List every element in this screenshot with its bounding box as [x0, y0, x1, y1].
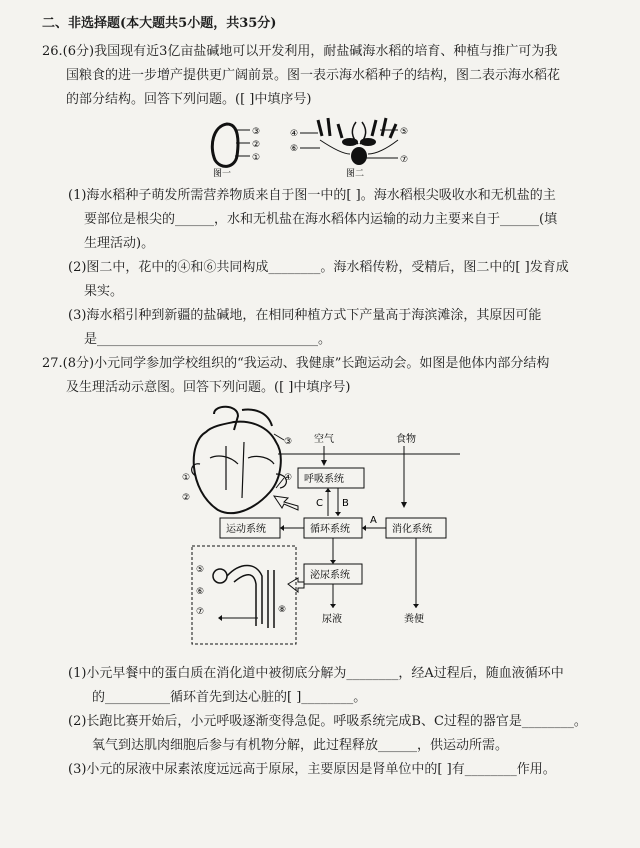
- q27-sub1-line-2: 的__________循环首先到达心脏的[ ]________。: [92, 690, 367, 705]
- heart-label-1: ①: [182, 473, 191, 483]
- seed-label-3: ③: [252, 127, 261, 137]
- q27-sub1-line-1: (1)小元早餐中的蛋白质在消化道中被彻底分解为________，经A过程后，随血液循环中: [68, 666, 564, 681]
- flower-caption: 图二: [346, 169, 365, 179]
- heart-label-4: ④: [284, 473, 293, 483]
- a-label: A: [370, 515, 377, 526]
- digestive-label: 消化系统: [392, 524, 432, 535]
- nephron-frame: [192, 546, 296, 644]
- q27-sub3-line-1: (3)小元的尿液中尿素浓度远远高于原尿，主要原因是肾单位中的[ ]有________作用。: [68, 762, 556, 777]
- motor-label: 运动系统: [226, 524, 266, 535]
- nephron-label-6: ⑥: [196, 587, 205, 597]
- heart-label-3: ③: [284, 437, 293, 447]
- seed-label-2: ②: [252, 140, 261, 150]
- heart-illustration: [182, 407, 292, 513]
- feces-label: 粪便: [404, 614, 424, 625]
- flower-label-5: ⑤: [400, 127, 409, 137]
- q27-stem-line-1: 27.(8分)小元同学参加学校组织的“我运动、我健康”长跑运动会。如图是他体内部分结构: [42, 356, 550, 371]
- q27-sub2-line-2: 氧气到达肌肉细胞后参与有机物分解，此过程释放______，供运动所需。: [92, 738, 509, 753]
- q26-sub1-line-1: (1)海水稻种子萌发所需营养物质来自于图一中的[ ]。海水稻根尖吸收水和无机盐的主: [68, 188, 556, 203]
- flower-label-7: ⑦: [400, 155, 409, 165]
- nephron-label-7: ⑦: [196, 607, 205, 617]
- q26-sub1-line-3: 生理活动)。: [84, 236, 155, 251]
- circulatory-label: 循环系统: [310, 524, 350, 535]
- c-label: C: [316, 498, 323, 509]
- nephron-illustration: [196, 565, 286, 628]
- q26-sub2-line-2: 果实。: [84, 284, 124, 299]
- q26-stem-line-2: 国粮食的进一步增产提供更广阔前景。图一表示海水稻种子的结构，图二表示海水稻花: [66, 68, 561, 83]
- heart-label-2: ②: [182, 493, 191, 503]
- q26-sub1-line-2: 要部位是根尖的______，水和无机盐在海水稻体内运输的动力主要来自于______(填: [84, 212, 558, 227]
- nephron-label-8: ⑧: [278, 605, 287, 615]
- flower-diagram: [290, 114, 420, 178]
- section-title: 二、非选择题(本大题共5小题，共35分): [42, 16, 277, 31]
- seed-caption: 图一: [213, 169, 232, 179]
- q27-sub2-line-1: (2)长跑比赛开始后，小元呼吸逐渐变得急促。呼吸系统完成B、C过程的器官是________。: [68, 714, 587, 729]
- air-label: 空气: [314, 434, 334, 445]
- q26-sub3-line-1: (3)海水稻引种到新疆的盐碱地，在相同种植方式下产量高于海滨滩涂，其原因可能: [68, 308, 542, 323]
- q26-sub2-line-1: (2)图二中，花中的④和⑥共同构成________。海水稻传粉，受精后，图二中的[ ]发育成: [68, 260, 569, 275]
- q26-stem-line-1: 26.(6分)我国现有近3亿亩盐碱地可以开发利用，耐盐碱海水稻的培育、种植与推广可为我: [42, 44, 558, 59]
- q26-stem-line-3: 的部分结构。回答下列问题。([ ]中填序号): [66, 92, 312, 107]
- flower-label-4: ④: [290, 129, 299, 139]
- q27-stem-line-2: 及生理活动示意图。回答下列问题。([ ]中填序号): [66, 380, 351, 395]
- flower-label-6: ⑥: [290, 144, 299, 154]
- urinary-label: 泌尿系统: [310, 570, 350, 581]
- body-systems-diagram: [178, 402, 468, 652]
- q26-sub3-line-2: 是__________________________________。: [84, 332, 332, 347]
- seed-diagram: [205, 118, 275, 178]
- b-label: B: [342, 498, 349, 509]
- nephron-label-5: ⑤: [196, 565, 205, 575]
- seed-label-1: ①: [252, 153, 261, 163]
- food-label: 食物: [396, 434, 416, 445]
- urine-label: 尿液: [322, 614, 342, 625]
- respiratory-label: 呼吸系统: [304, 474, 344, 485]
